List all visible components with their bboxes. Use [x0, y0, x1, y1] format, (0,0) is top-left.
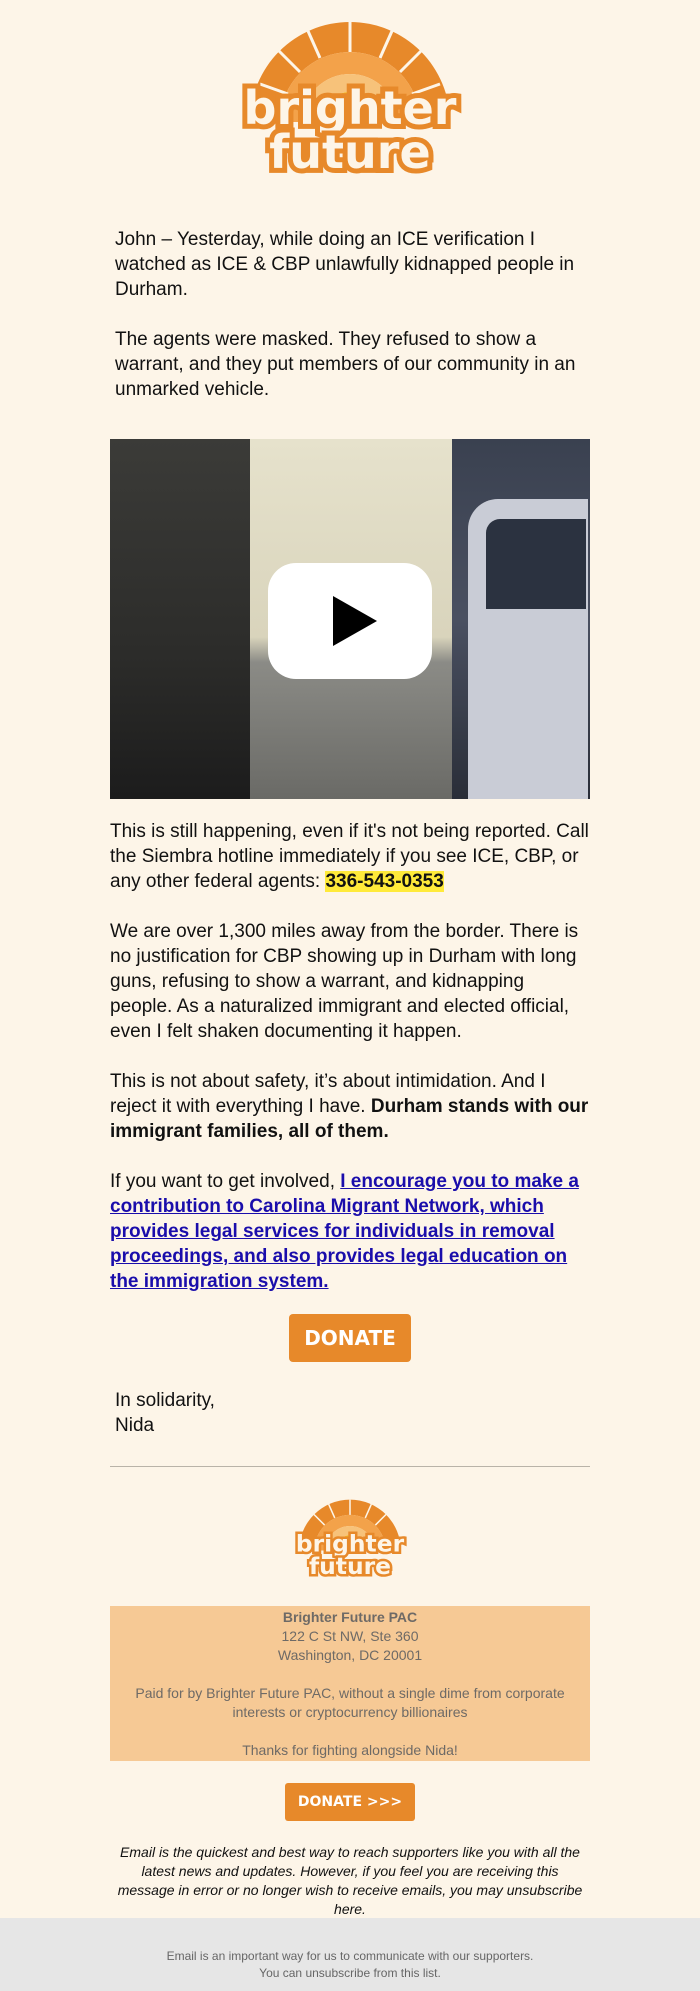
vehicle-window — [486, 519, 586, 609]
closing-line: In solidarity, — [115, 1390, 215, 1411]
footer-logo — [289, 1492, 411, 1584]
svg-text:future: future — [269, 125, 431, 179]
hotline-number: 336-543-0353 — [325, 871, 444, 892]
brighter-future-logo — [230, 10, 470, 185]
contribution-link[interactable]: I encourage you to make a contribution to Carolina Migrant Network, which provides legal services for individuals in removal proceedings, and also provides legal education on the immigration system. — [110, 1171, 579, 1292]
address-line-2: Washington, DC 20001 — [277, 1647, 423, 1663]
video-frame-left — [110, 439, 250, 799]
border-paragraph: We are over 1,300 miles away from the border. There is no justification for CBP showing up in Durham with long guns, refusing to show a warrant, and kidnapping people. As a naturalized immigrant and elected official, even I felt shaken documenting it happen. — [110, 921, 579, 1042]
donate-button[interactable]: DONATE — [289, 1314, 411, 1362]
org-name: Brighter Future PAC — [282, 1609, 418, 1625]
paid-for-disclaimer: Paid for by Brighter Future PAC, without a single dime from corporate interests or cryptocurrency billionaires — [135, 1685, 565, 1720]
svg-text:future: future — [308, 1551, 392, 1580]
footer-line-2: You can unsubscribe from this list. — [259, 1966, 441, 1980]
agents-paragraph: The agents were masked. They refused to show a warrant, and they put members of our community in an unmarked vehicle. — [115, 329, 576, 400]
video-frame-right — [452, 439, 590, 799]
play-icon — [333, 596, 377, 646]
unsubscribe-note: Email is the quickest and best way to reach supporters like you with all the latest news and updates. However, if you feel you are receiving this message in error or no longer wish to receive emails, you may unsubscribe here. — [117, 1844, 583, 1917]
address-block — [110, 1606, 590, 1761]
get-involved-text: If you want to get involved, — [110, 1171, 341, 1192]
intimidation-paragraph — [110, 1069, 590, 1144]
footer-donate-button[interactable]: DONATE >>> — [285, 1783, 415, 1821]
intro-paragraph: John – Yesterday, while doing an ICE verification I watched as ICE & CBP unlawfully kidnapped people in Durham. — [115, 229, 575, 300]
hotline-paragraph — [110, 819, 590, 894]
signer-name: Nida — [115, 1415, 155, 1436]
thanks-line: Thanks for fighting alongside Nida! — [242, 1742, 458, 1758]
play-button[interactable] — [268, 563, 432, 679]
get-involved-paragraph — [110, 1169, 590, 1294]
intimidation-text: This is not about safety, it’s about intimidation. And I reject it with everything I have. — [110, 1071, 546, 1117]
hotline-text: This is still happening, even if it's not being reported. Call the Siembra hotline immediately if you see ICE, CBP, or any other federal agents: — [110, 821, 589, 892]
address-line-1: 122 C St NW, Ste 360 — [281, 1628, 419, 1644]
svg-text:brighter: brighter — [243, 81, 457, 135]
footer-bar — [0, 1918, 700, 1991]
signature-block — [110, 1388, 590, 1438]
solidarity-statement: Durham stands with our immigrant families, all of them. — [110, 1096, 589, 1142]
footer-line-1: Email is an important way for us to communicate with our supporters. — [166, 1949, 534, 1963]
svg-text:brighter: brighter — [295, 1529, 405, 1558]
video-embed[interactable] — [110, 439, 590, 799]
divider — [110, 1466, 590, 1467]
